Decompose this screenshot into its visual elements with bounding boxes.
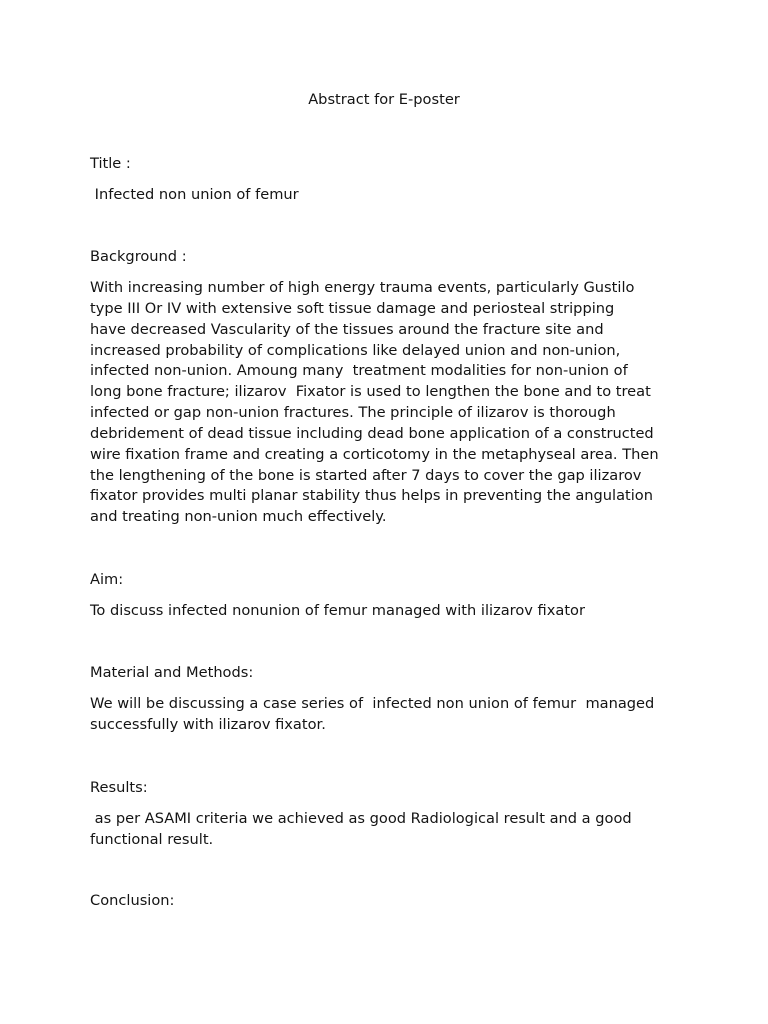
background-line: debridement of dead tissue including dead bone application of a constructed	[90, 424, 654, 442]
aim-label: Aim:	[90, 571, 124, 588]
document-heading: Abstract for E-poster	[308, 91, 460, 108]
background-paragraph	[90, 278, 690, 528]
conclusion-label: Conclusion:	[90, 892, 175, 909]
background-line: the lengthening of the bone is started after 7 days to cover the gap ilizarov	[90, 466, 642, 484]
methods-label: Material and Methods:	[90, 664, 254, 681]
background-line: wire fixation frame and creating a corticotomy in the metaphyseal area. Then	[90, 445, 659, 463]
title-label: Title :	[90, 155, 131, 172]
aim-text: To discuss infected nonunion of femur managed with ilizarov fixator	[90, 602, 585, 619]
background-line: With increasing number of high energy trauma events, particularly Gustilo	[90, 279, 635, 296]
background-line: increased probability of complications like delayed union and non-union,	[90, 341, 621, 359]
background-line: infected non-union. Amoung many treatment modalities for non-union of	[90, 362, 628, 380]
results-line: functional result.	[90, 830, 214, 848]
background-line: infected or gap non-union fractures. The principle of ilizarov is thorough	[90, 404, 616, 422]
title-text: Infected non union of femur	[90, 186, 299, 203]
background-line: and treating non-union much effectively.	[90, 508, 387, 526]
background-label: Background :	[90, 248, 187, 265]
results-label: Results:	[90, 779, 148, 796]
background-line: type III Or IV with extensive soft tissue damage and periosteal stripping	[90, 299, 615, 317]
methods-line: successfully with ilizarov fixator.	[90, 715, 326, 733]
results-paragraph	[90, 809, 690, 851]
background-line: have decreased Vascularity of the tissues around the fracture site and	[90, 320, 604, 338]
background-line: fixator provides multi planar stability thus helps in preventing the angulation	[90, 487, 653, 505]
background-line: long bone fracture; ilizarov Fixator is used to lengthen the bone and to treat	[90, 383, 651, 401]
methods-line: We will be discussing a case series of infected non union of femur managed	[90, 695, 655, 712]
results-line: as per ASAMI criteria we achieved as good Radiological result and a good	[90, 810, 632, 827]
methods-paragraph	[90, 694, 690, 736]
